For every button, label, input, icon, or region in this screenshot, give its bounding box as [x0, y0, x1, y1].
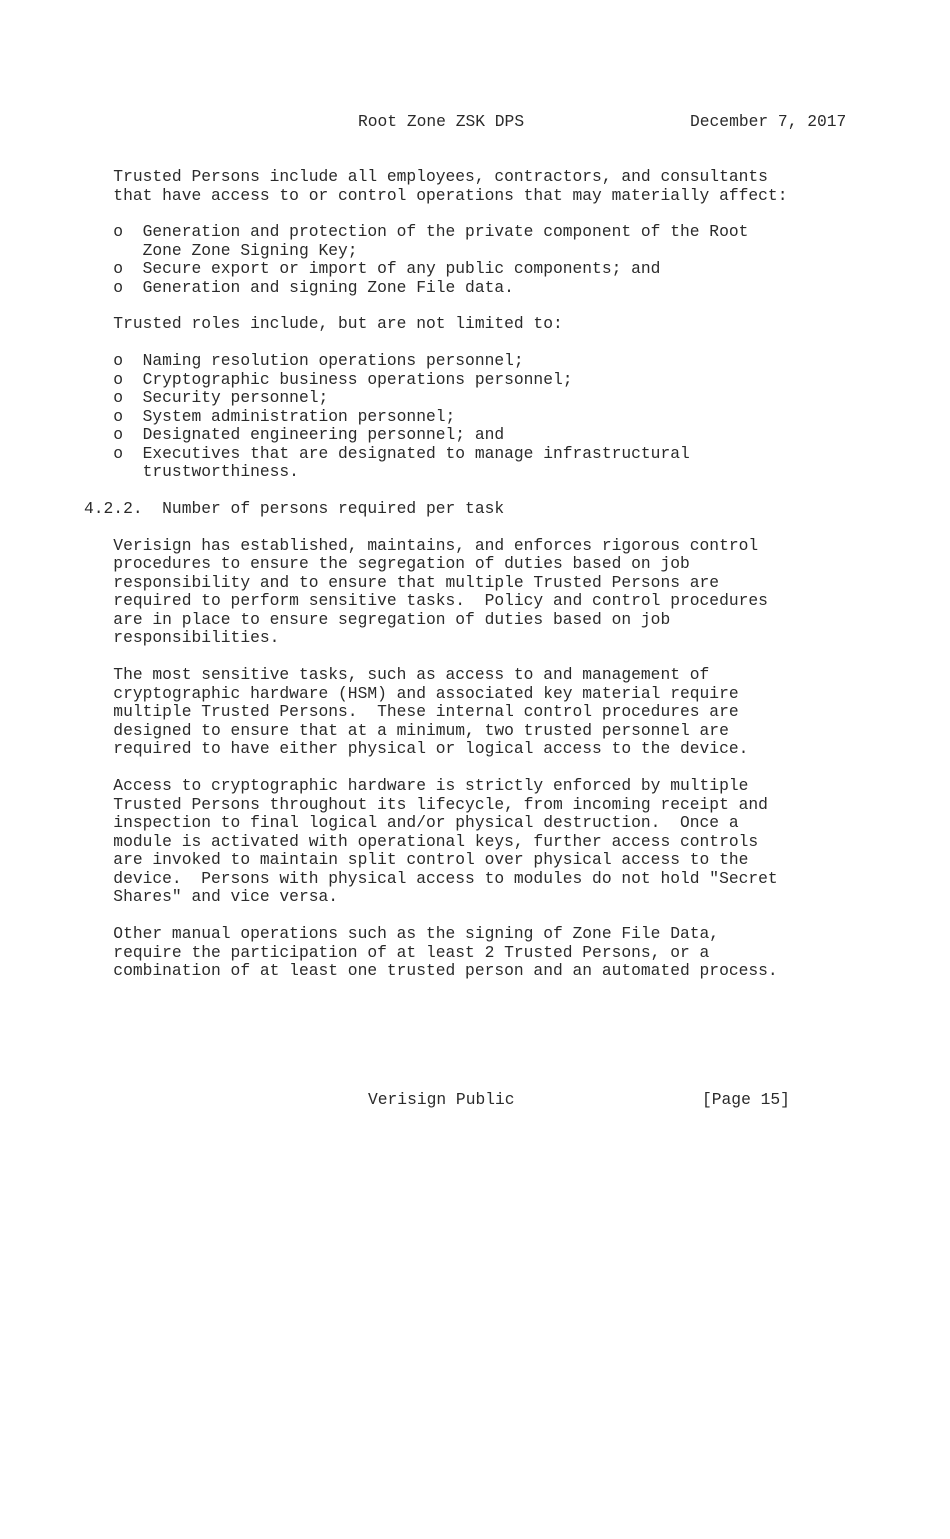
footer-page-number: [Page 15] [702, 1090, 790, 1109]
text-line: procedures to ensure the segregation of duties based on job [84, 554, 690, 573]
text-line: inspection to final logical and/or physical destruction. Once a [84, 813, 739, 832]
text-line: The most sensitive tasks, such as access to and management of [84, 665, 710, 684]
affect-list [0, 222, 950, 361]
header-title: Root Zone ZSK DPS [358, 112, 525, 131]
list-item: o Naming resolution operations personnel; [84, 351, 524, 370]
footer-label: Verisign Public [368, 1090, 515, 1109]
text-line: combination of at least one trusted person and an automated process. [84, 961, 778, 980]
list-item: o System administration personnel; [84, 407, 456, 426]
text-line: responsibility and to ensure that multiple Trusted Persons are [84, 573, 720, 592]
text-line: Shares" and vice versa. [84, 887, 339, 906]
text-line: are invoked to maintain split control over physical access to the [84, 850, 749, 869]
text-line: require the participation of at least 2 Trusted Persons, or a [84, 943, 710, 962]
list-item: o Security personnel; [84, 388, 329, 407]
section-heading: 4.2.2. Number of persons required per task [84, 499, 505, 518]
list-item: Zone Zone Signing Key; [84, 241, 358, 260]
text-line: designed to ensure that at a minimum, two trusted personnel are [84, 721, 729, 740]
text-line: Other manual operations such as the signing of Zone File Data, [84, 924, 720, 943]
text-line: multiple Trusted Persons. These internal control procedures are [84, 702, 739, 721]
text-line: Trusted Persons include all employees, contractors, and consultants [84, 167, 768, 186]
text-line: Verisign has established, maintains, and enforces rigorous control [84, 536, 759, 555]
list-item: o Executives that are designated to manage infrastructural [84, 444, 690, 463]
text-line: device. Persons with physical access to modules do not hold "Secret [84, 869, 778, 888]
text-line: module is activated with operational keys, further access controls [84, 832, 759, 851]
list-item: o Generation and signing Zone File data. [84, 278, 514, 297]
list-item: o Secure export or import of any public components; and [84, 259, 661, 278]
text-line: cryptographic hardware (HSM) and associated key material require [84, 684, 739, 703]
list-item: o Generation and protection of the private component of the Root [84, 222, 749, 241]
list-item: o Cryptographic business operations personnel; [84, 370, 573, 389]
text-line: responsibilities. [84, 628, 280, 647]
list-item: trustworthiness. [84, 462, 299, 481]
list-item: o Designated engineering personnel; and [84, 425, 505, 444]
roles-intro: Trusted roles include, but are not limited to: [84, 314, 563, 333]
text-line: required to have either physical or logical access to the device. [84, 739, 749, 758]
text-line: that have access to or control operations that may materially affect: [84, 186, 788, 205]
text-line: are in place to ensure segregation of duties based on job [84, 610, 671, 629]
header-date: December 7, 2017 [690, 112, 847, 131]
text-line: Access to cryptographic hardware is strictly enforced by multiple [84, 776, 749, 795]
text-line: required to perform sensitive tasks. Policy and control procedures [84, 591, 768, 610]
text-line: Trusted Persons throughout its lifecycle, from incoming receipt and [84, 795, 768, 814]
